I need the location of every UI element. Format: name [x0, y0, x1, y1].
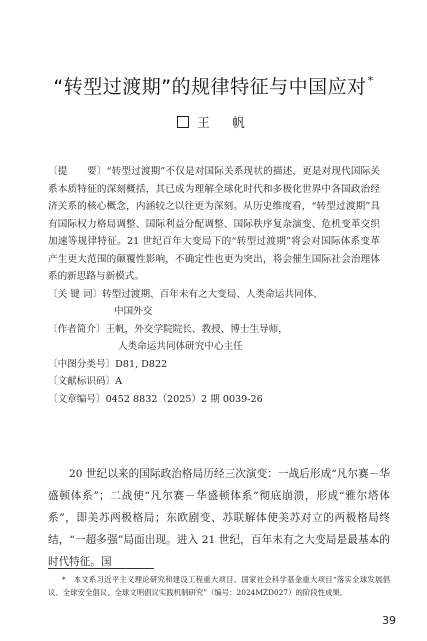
article-metadata	[48, 163, 380, 408]
article-no-value: 0452 8832（2025）2 期 0039-26	[105, 393, 263, 405]
title-footnote-mark: *	[367, 74, 374, 87]
keywords-line-1: 转型过渡期、百年未有之大变局、人类命运共同体、	[102, 288, 323, 300]
article-no-label: 〔文章编号〕	[48, 393, 106, 405]
author-box-icon	[177, 116, 189, 128]
footnote-divider	[48, 568, 154, 569]
body-text	[48, 463, 390, 573]
classification-number	[48, 356, 380, 374]
author-name: 王 帆	[197, 115, 250, 130]
footnote-mark: *	[62, 575, 66, 584]
doc-code-value: A	[115, 376, 123, 387]
doc-code-label: 〔文献标识码〕	[48, 376, 116, 387]
classification-label: 〔中图分类号〕	[48, 358, 116, 370]
article-title	[0, 72, 427, 99]
author-bio-line-1: 王帆，外交学院院长、教授、博士生导师，	[105, 323, 288, 335]
abstract-text: “转型过渡期”不仅是对国际关系现状的描述，更是对现代国际关系本质特征的深刻概括，其已成为理解全球化时代和多极化世界中各国政治经济关系的核心概念，内涵较之以往更为深刻。从历史维度看，“转型过渡期”具有国际权力格局调整、国际利益分配调整、国际秩序复杂演变、危机变革交织加速等规律特征。21 世纪百年大变局下的“转型过渡期”将会对国际体系变革产生更大范围的颠覆性影响，不确定性也更为突出，将会催生国际社会治理体系的新思路与新模式。	[48, 166, 381, 282]
keywords	[48, 286, 380, 304]
abstract-label: 〔提 要〕	[48, 166, 107, 177]
keywords-line-2: 中国外交	[114, 306, 153, 317]
abstract	[48, 163, 380, 286]
author-bio	[48, 321, 380, 339]
page-number: 39	[382, 614, 396, 627]
author-line	[0, 113, 427, 131]
article-number	[48, 391, 380, 409]
author-bio-label: 〔作者简介〕	[48, 323, 106, 335]
keywords-continued	[48, 303, 380, 321]
footnote	[48, 574, 390, 599]
document-code	[48, 373, 380, 391]
author-bio-continued	[48, 338, 380, 356]
footnote-text: 本文系习近平主义理论研究和建设工程重大项目、国家社会科学基金重大项目“落实全球发展倡议、全球安全倡议、全球文明倡议实践机制研究”（编号：2024MZD027）的阶段性成果。	[48, 575, 390, 597]
classification-value: D81, D822	[115, 358, 168, 370]
body-paragraph: 20 世纪以来的国际政治格局历经三次演变：一战后形成“凡尔赛－华盛顿体系”；二战使“凡尔赛－华盛顿体系”彻底崩溃，形成“雅尔塔体系”，即美苏两极格局；东欧剧变、苏联解体使美苏对立的两极格局终结，“一超多强”局面出现。进入 21 世纪，百年未有之大变局是最基本的时代特征。国	[48, 468, 390, 568]
author-bio-line-2: 人类命运共同体研究中心主任	[118, 341, 243, 352]
keywords-label: 〔关 键 词〕	[48, 288, 103, 300]
article-title-text: “转型过渡期”的规律特征与中国应对	[53, 76, 367, 98]
